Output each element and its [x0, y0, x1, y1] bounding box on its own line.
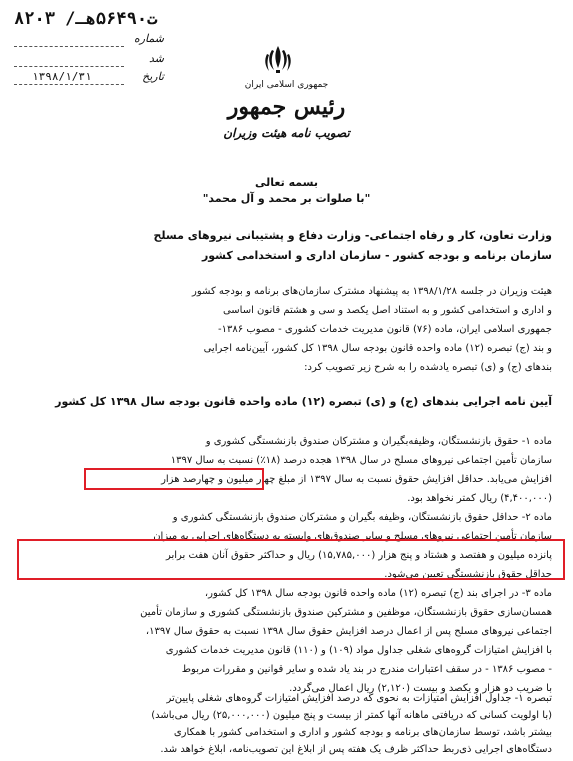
highlight-box-article-1 [84, 468, 264, 490]
sheet-row [14, 52, 164, 68]
addressee-line: سازمان برنامه و بودجه کشور - سازمان اداری و استخدامی کشور [201, 249, 552, 262]
republic-title: جمهوری اسلامی ایران [244, 80, 329, 90]
basmala: بسمه تعالی [255, 176, 318, 189]
note-1-line: دستگاه‌های اجرایی ذی‌ربط حداکثر ظرف یک هفته پس از ابلاغ این تصویب‌نامه، ابلاغ خواهد شد. [160, 744, 552, 755]
intro-line: هیئت وزیران در جلسه ۱۳۹۸/۱/۲۸ به پیشنهاد مشترک سازمان‌های برنامه و بودجه کشور [192, 286, 552, 297]
date-value: ۱۳۹۸/۱/۳۱ [32, 70, 92, 83]
note-1-line: (با اولویت کسانی که دریافتی ماهانه آنها کمتر از بیست و پنج میلیون (۲۵,۰۰۰,۰۰۰) ریال می‌باشد) [151, 710, 552, 721]
resolution-title: تصویب نامه هیئت وزیران [223, 126, 350, 140]
note-1 [40, 690, 552, 758]
sheet-label: شد [149, 52, 164, 65]
article-1-line: (۴,۴۰۰,۰۰۰) ریال کمتر نخواهد بود. [407, 493, 552, 504]
article-3-line: - مصوب ۱۳۸۶ - در سقف اعتبارات مندرج در بند یاد شده و سایر قوانین و مقررات مربوط [181, 664, 552, 675]
article-1-line: افزایش می‌یابد. حداقل افزایش حقوق نسبت به سال ۱۳۹۷ از مبلغ چهار میلیون و چهارصد هزار [161, 474, 552, 485]
article-1-line: سازمان تأمین اجتماعی نیروهای مسلح در سال ۱۳۹۸ هجده درصد (۱۸٪) نسبت به سال ۱۳۹۷ [170, 455, 552, 466]
reference-number: ۸۲۰۳ /ت۵۶۴۹۰هـ [14, 9, 158, 29]
article-3 [40, 584, 552, 698]
regulation-title: آیین نامه اجرایی بندهای (ج) و (ی) تبصره (۱۲) ماده واحده قانون بودجه سال ۱۳۹۸ کل کشور [55, 395, 552, 408]
reference-number-label-row [14, 32, 164, 48]
article-1-line: ماده ۱- حقوق بازنشستگان، وظیفه‌بگیران و مشترکان صندوق بازنشستگی کشوری و [205, 436, 552, 447]
reference-number-row [14, 9, 164, 29]
note-1-line: تبصره ۱- جداول افزایش امتیازات به نحوی که درصد افزایش امتیازات گروه‌های شغلی پایین‌تر [166, 693, 552, 704]
date-label: تاریخ [142, 70, 164, 83]
highlight-box-article-2 [17, 539, 565, 580]
intro-line: و اداری و استخدامی کشور و به استناد اصل یکصد و سی و هشتم قانون اساسی [222, 305, 552, 316]
article-2-line: پانزده میلیون و هفتصد و هشتاد و پنج هزار (۱۵,۷۸۵,۰۰۰) ریال و حداکثر حقوق آنان هفت برابر [165, 550, 552, 561]
intro-line: بندهای (ج) و (ی) تبصره یادشده را به شرح زیر تصویب کرد: [304, 362, 552, 373]
note-1-line: بیشتر باشد، توسط سازمان‌های برنامه و بودجه کشور و اداری و استخدامی کشور با همکاری [173, 727, 552, 738]
iran-emblem-icon [262, 44, 294, 74]
article-2-line: ماده ۲- حداقل حقوق بازنشستگان، وظیفه بگیران و مشترکان صندوق بازنشستگی کشوری و [172, 512, 552, 523]
addressees [40, 226, 552, 266]
intro-line: جمهوری اسلامی ایران، ماده (۷۶) قانون مدیریت خدمات کشوری - مصوب ۱۳۸۶- [218, 324, 552, 335]
article-3-line: ماده ۳- در اجرای بند (ج) تبصره (۱۲) ماده واحده قانون بودجه سال ۱۳۹۸ کل کشور، [204, 588, 552, 599]
article-3-line: اجتماعی نیروهای مسلح پس از اعمال درصد افزایش حقوق سال ۱۳۹۸ نسبت به حقوق سال ۱۳۹۷، [145, 626, 552, 637]
article-2-line: سازمان تأمین اجتماعی نیروهای مسلح و سایر صندوق‌های وابسته به دستگاه‌های اجرایی به میزان [153, 531, 552, 542]
article-3-line: با ضریب دو هزار و یکصد و بیست (۲,۱۲۰) ریال اعمال می‌گردد. [289, 683, 552, 694]
intro-line: و بند (ج) تبصره (۱۲) ماده واحده قانون بودجه سال ۱۳۹۸ کل کشور، آیین‌نامه اجرایی [203, 343, 552, 354]
article-3-line: همسان‌سازی حقوق بازنشستگان، موظفین و مشترکین صندوق بازنشستگی کشوری و سازمان تأمین [140, 607, 552, 618]
article-2-line: حداقل حقوق بازنشستگی تعیین می‌شود. [384, 569, 552, 580]
reference-number-label: شماره [133, 32, 164, 45]
president-title: رئیس جمهور [227, 94, 346, 120]
intro-paragraph [40, 282, 552, 377]
addressee-line: وزارت تعاون، کار و رفاه اجتماعی- وزارت دفاع و پشتیبانی نیروهای مسلح [153, 229, 552, 242]
article-3-line: با افزایش امتیازات گروه‌های شغلی جداول مواد (۱۰۹) و (۱۱۰) قانون مدیریت خدمات کشوری [165, 645, 552, 656]
salawat: "با صلوات بر محمد و آل محمد" [202, 192, 371, 205]
